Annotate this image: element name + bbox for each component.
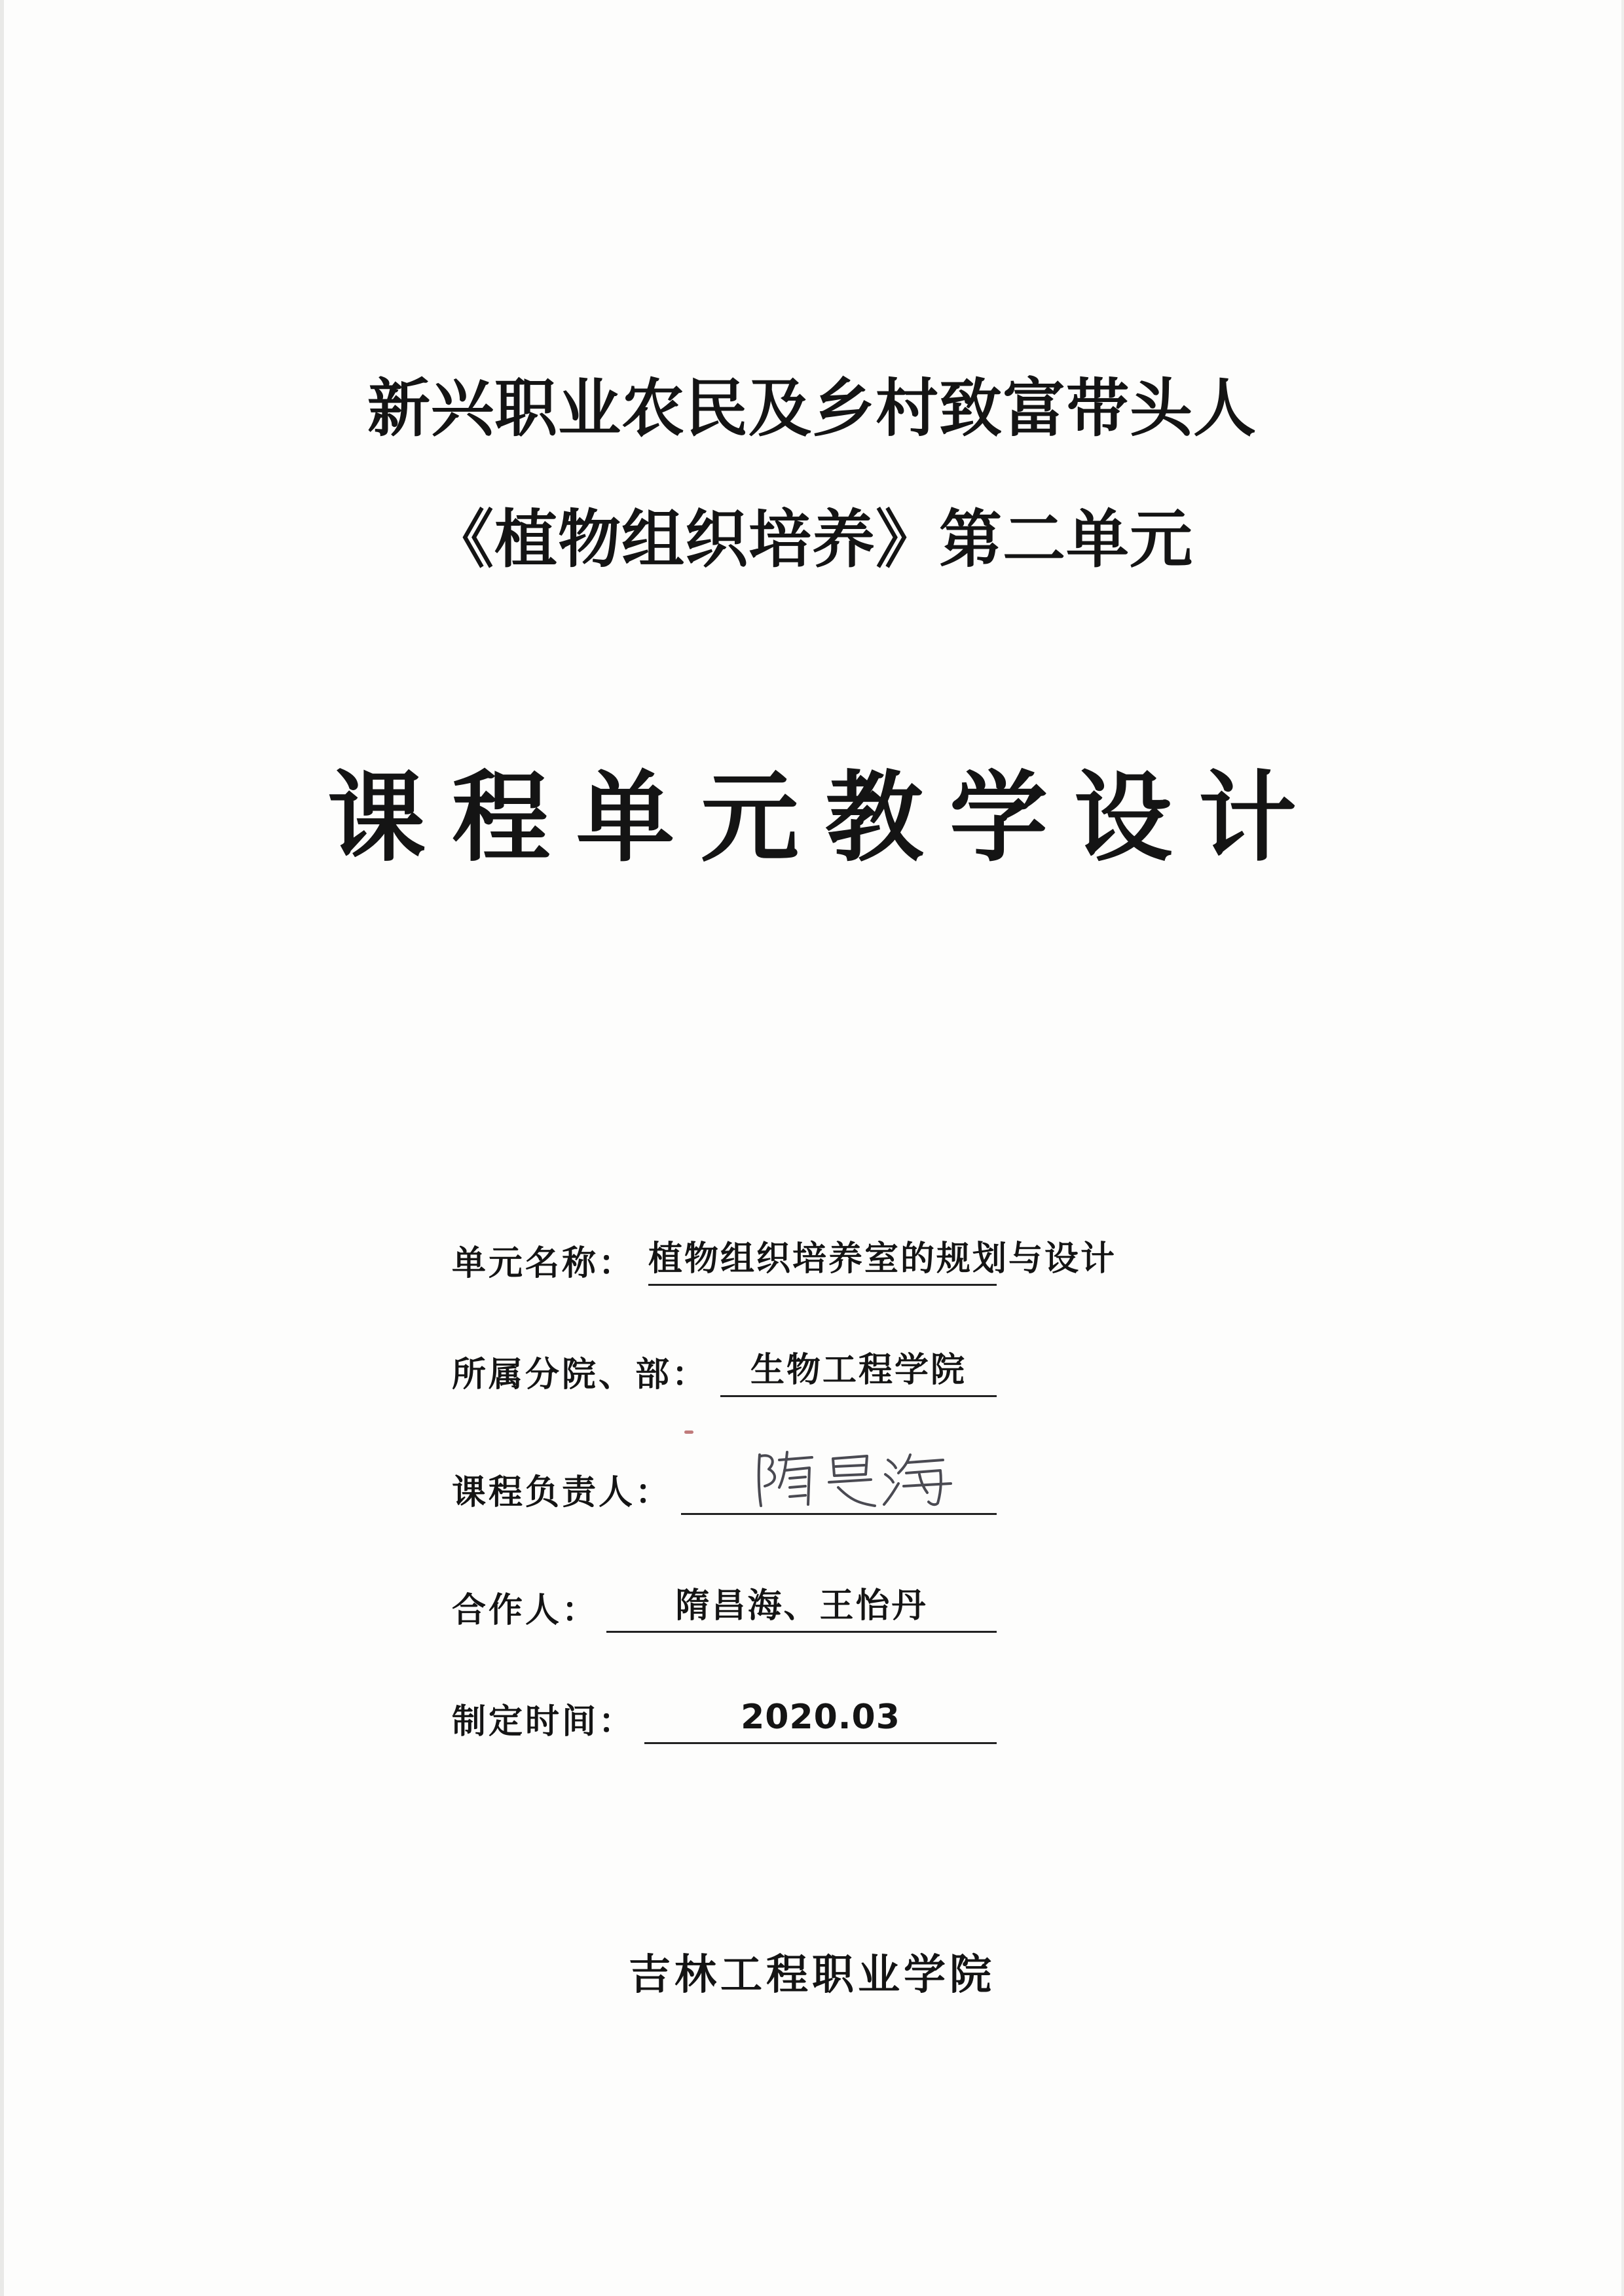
field-department: [452, 1342, 1198, 1401]
title-line-1: 新兴职业农民及乡村致富带头人: [367, 372, 1257, 445]
handwritten-signature: [681, 1440, 997, 1512]
field-unit-name: [452, 1231, 1198, 1290]
field-label-course-owner: 课程负责人：: [452, 1472, 673, 1512]
institution-name: 吉林工程职业学院: [629, 1950, 995, 1999]
field-value-unit-name: 植物组织培养室的规划与设计: [648, 1236, 997, 1286]
ink-speck: [684, 1430, 693, 1434]
field-date: [452, 1689, 1198, 1748]
field-value-collaborators: 隋昌海、王怡丹: [606, 1583, 997, 1633]
signature-line: [681, 1465, 997, 1515]
document-title: 课程单元教学设计: [327, 760, 1323, 875]
title-line-2: 《植物组织培养》第二单元: [431, 503, 1193, 576]
field-value-date: 2020.03: [644, 1694, 997, 1744]
field-collaborators: [452, 1578, 1198, 1637]
field-label-date: 制定时间：: [452, 1702, 636, 1741]
field-label-department: 所属分院、部：: [452, 1355, 709, 1394]
field-label-unit-name: 单元名称：: [452, 1243, 636, 1283]
field-value-department: 生物工程学院: [720, 1347, 997, 1397]
field-label-collaborators: 合作人：: [452, 1590, 599, 1630]
field-course-owner: [452, 1460, 1198, 1519]
